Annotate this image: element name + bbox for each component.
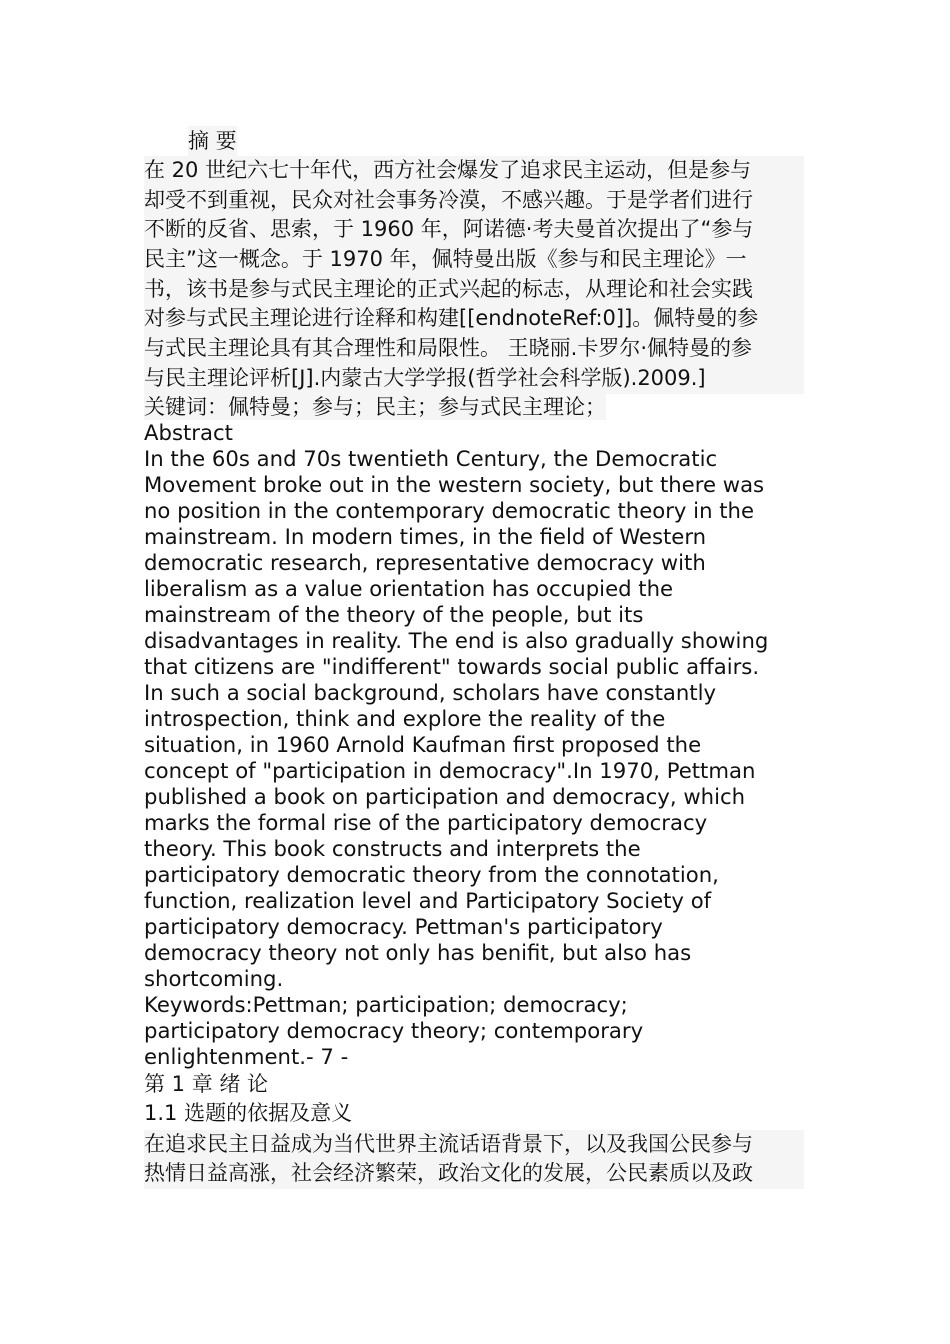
- en-abstract-line: participatory democracy. Pettman's participatory: [144, 913, 663, 939]
- en-abstract-line: introspection, think and explore the reality of the: [144, 705, 666, 731]
- zh-abstract-line: 不断的反省、思索，于 1960 年，阿诺德·考夫曼首次提出了“参与: [144, 217, 754, 242]
- body-line: 热情日益高涨，社会经济繁荣，政治文化的发展，公民素质以及政: [144, 1161, 753, 1186]
- en-keywords-line: participatory democracy theory; contemporary: [144, 1017, 644, 1043]
- en-abstract-line: shortcoming.: [144, 965, 284, 991]
- en-abstract-heading: Abstract: [144, 419, 233, 445]
- zh-abstract-line: 对参与式民主理论进行诠释和构建[[endnoteRef:0]]。佩特曼的参: [144, 306, 759, 331]
- en-abstract-line: participatory democratic theory from the connotation,: [144, 861, 719, 887]
- zh-abstract-paragraph: [144, 156, 804, 394]
- en-abstract-line: marks the formal rise of the participatory democracy: [144, 809, 708, 835]
- en-abstract-line: theory. This book constructs and interprets the: [144, 835, 641, 861]
- en-keywords-line: enlightenment.- 7 -: [144, 1043, 349, 1069]
- en-abstract-line: disadvantages in reality. The end is also gradually showing: [144, 627, 769, 653]
- en-abstract-line: democracy theory not only has benifit, but also has: [144, 939, 692, 965]
- section-heading: 1.1 选题的依据及意义: [144, 1100, 353, 1125]
- en-abstract-line: In the 60s and 70s twentieth Century, the Democratic: [144, 445, 718, 471]
- en-abstract-line: no position in the contemporary democratic theory in the: [144, 497, 754, 523]
- chapter-heading: 第 1 章 绪 论: [144, 1071, 269, 1096]
- zh-keywords: [144, 394, 816, 420]
- en-abstract-line: published a book on participation and democracy, which: [144, 783, 746, 809]
- en-abstract-line: liberalism as a value orientation has occupied the: [144, 575, 674, 601]
- en-abstract-line: mainstream of the theory of the people, but its: [144, 601, 644, 627]
- zh-abstract-line: 书，该书是参与式民主理论的正式兴起的标志，从理论和社会实践: [144, 276, 753, 301]
- abstract-heading-text: 摘 要: [188, 126, 237, 156]
- en-abstract-line: mainstream. In modern times, in the field of Western: [144, 523, 707, 549]
- en-abstract-line: function, realization level and Participatory Society of: [144, 887, 712, 913]
- document-page: [144, 126, 816, 1189]
- zh-abstract-line: 却受不到重视，民众对社会事务冷漠，不感兴趣。于是学者们进行: [144, 187, 753, 212]
- zh-abstract-line: 民主”这一概念。于 1970 年，佩特曼出版《参与和民主理论》一: [144, 247, 747, 272]
- en-abstract-paragraph: [144, 446, 816, 992]
- abstract-heading: [144, 126, 816, 156]
- en-abstract-line: that citizens are "indifferent" towards social public affairs.: [144, 653, 760, 679]
- zh-abstract-line: 在 20 世纪六七十年代，西方社会爆发了追求民主运动，但是参与: [144, 158, 752, 182]
- zh-keywords-text: 关键词：佩特曼；参与；民主；参与式民主理论；: [144, 394, 606, 419]
- en-abstract-line: concept of "participation in democracy".In 1970, Pettman: [144, 757, 756, 783]
- zh-abstract-line: 与式民主理论具有其合理性和局限性。 王晓丽.卡罗尔·佩特曼的参: [144, 336, 753, 361]
- body-line: 在追求民主日益成为当代世界主流话语背景下，以及我国公民参与: [144, 1131, 753, 1156]
- en-abstract-line: democratic research, representative democracy with: [144, 549, 706, 575]
- en-keywords: [144, 992, 816, 1070]
- en-abstract-line: In such a social background, scholars have constantly: [144, 679, 717, 705]
- en-abstract-line: Movement broke out in the western society, but there was: [144, 471, 765, 497]
- body-paragraph: [144, 1130, 804, 1189]
- en-keywords-line: Keywords:Pettman; participation; democracy;: [144, 991, 628, 1017]
- en-abstract-line: situation, in 1960 Arnold Kaufman first proposed the: [144, 731, 702, 757]
- zh-abstract-line: 与民主理论评析[J].内蒙古大学学报(哲学社会科学版).2009.]: [144, 365, 706, 390]
